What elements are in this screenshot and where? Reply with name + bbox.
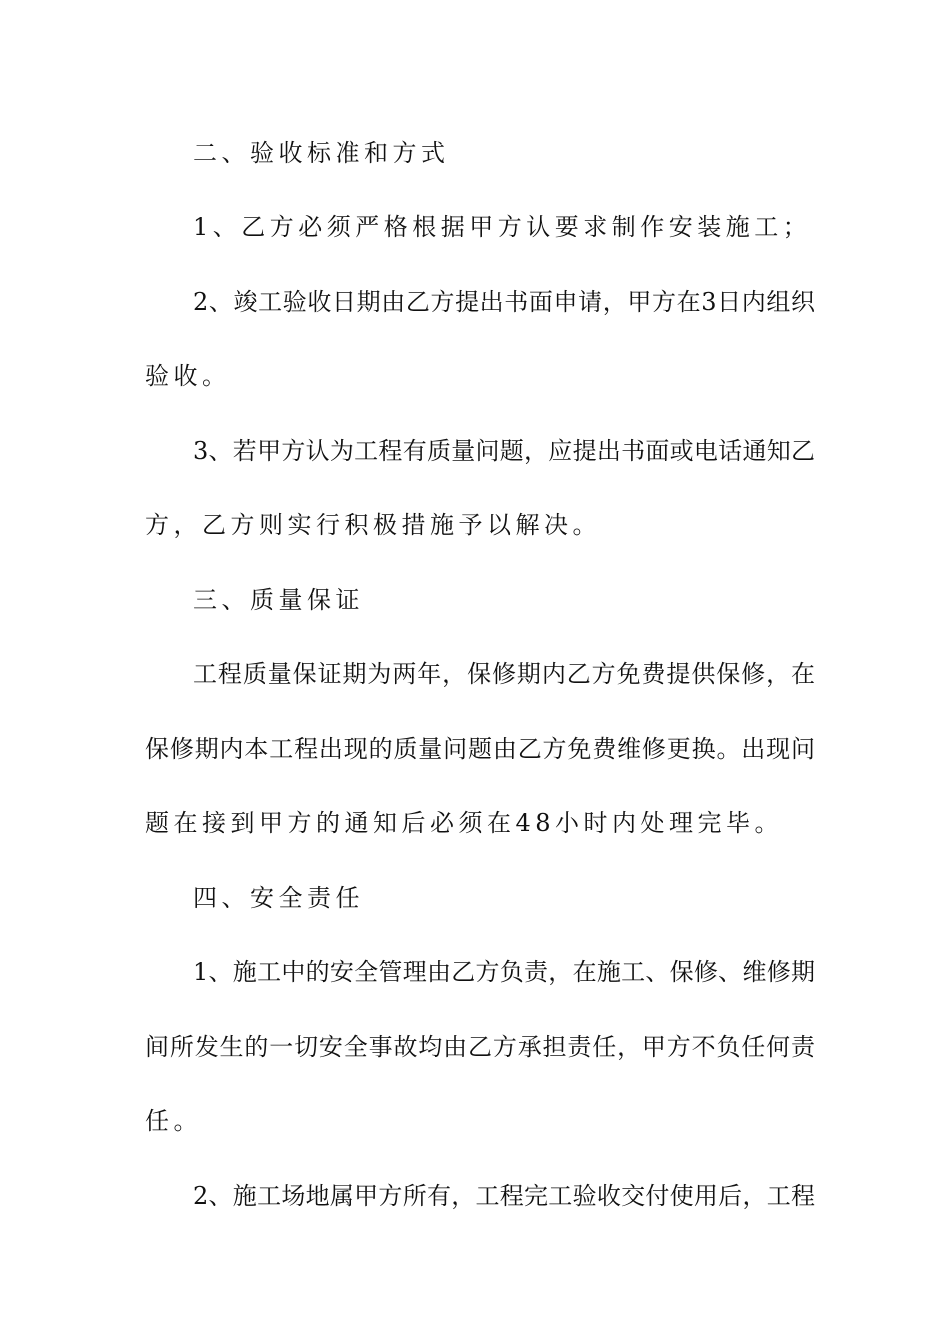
paragraph-line: 2、竣工验收日期由乙方提出书面申请，甲方在3日内组织 (193, 288, 815, 316)
paragraph-line: 3、若甲方认为工程有质量问题，应提出书面或电话通知乙 (193, 437, 815, 465)
paragraph-line: 任。 (145, 1107, 202, 1135)
paragraph-line: 题在接到甲方的通知后必须在48小时内处理完毕。 (145, 809, 784, 837)
paragraph-line: 方，乙方则实行积极措施予以解决。 (145, 511, 601, 539)
paragraph-line: 1、乙方必须严格根据甲方认要求制作安装施工； (193, 213, 812, 241)
section-heading-quality: 三、质量保证 (193, 586, 364, 614)
section-heading-safety: 四、安全责任 (193, 884, 364, 912)
paragraph-line: 1、施工中的安全管理由乙方负责，在施工、保修、维修期 (193, 958, 815, 986)
paragraph-line: 保修期内本工程出现的质量问题由乙方免费维修更换。出现问 (145, 735, 815, 763)
paragraph-line: 2、施工场地属甲方所有，工程完工验收交付使用后，工程 (193, 1182, 815, 1210)
paragraph-line: 验收。 (145, 362, 231, 390)
section-heading-acceptance: 二、验收标准和方式 (193, 139, 450, 167)
paragraph-line: 间所发生的一切安全事故均由乙方承担责任，甲方不负任何责 (145, 1033, 815, 1061)
paragraph-line: 工程质量保证期为两年，保修期内乙方免费提供保修，在 (193, 660, 815, 688)
